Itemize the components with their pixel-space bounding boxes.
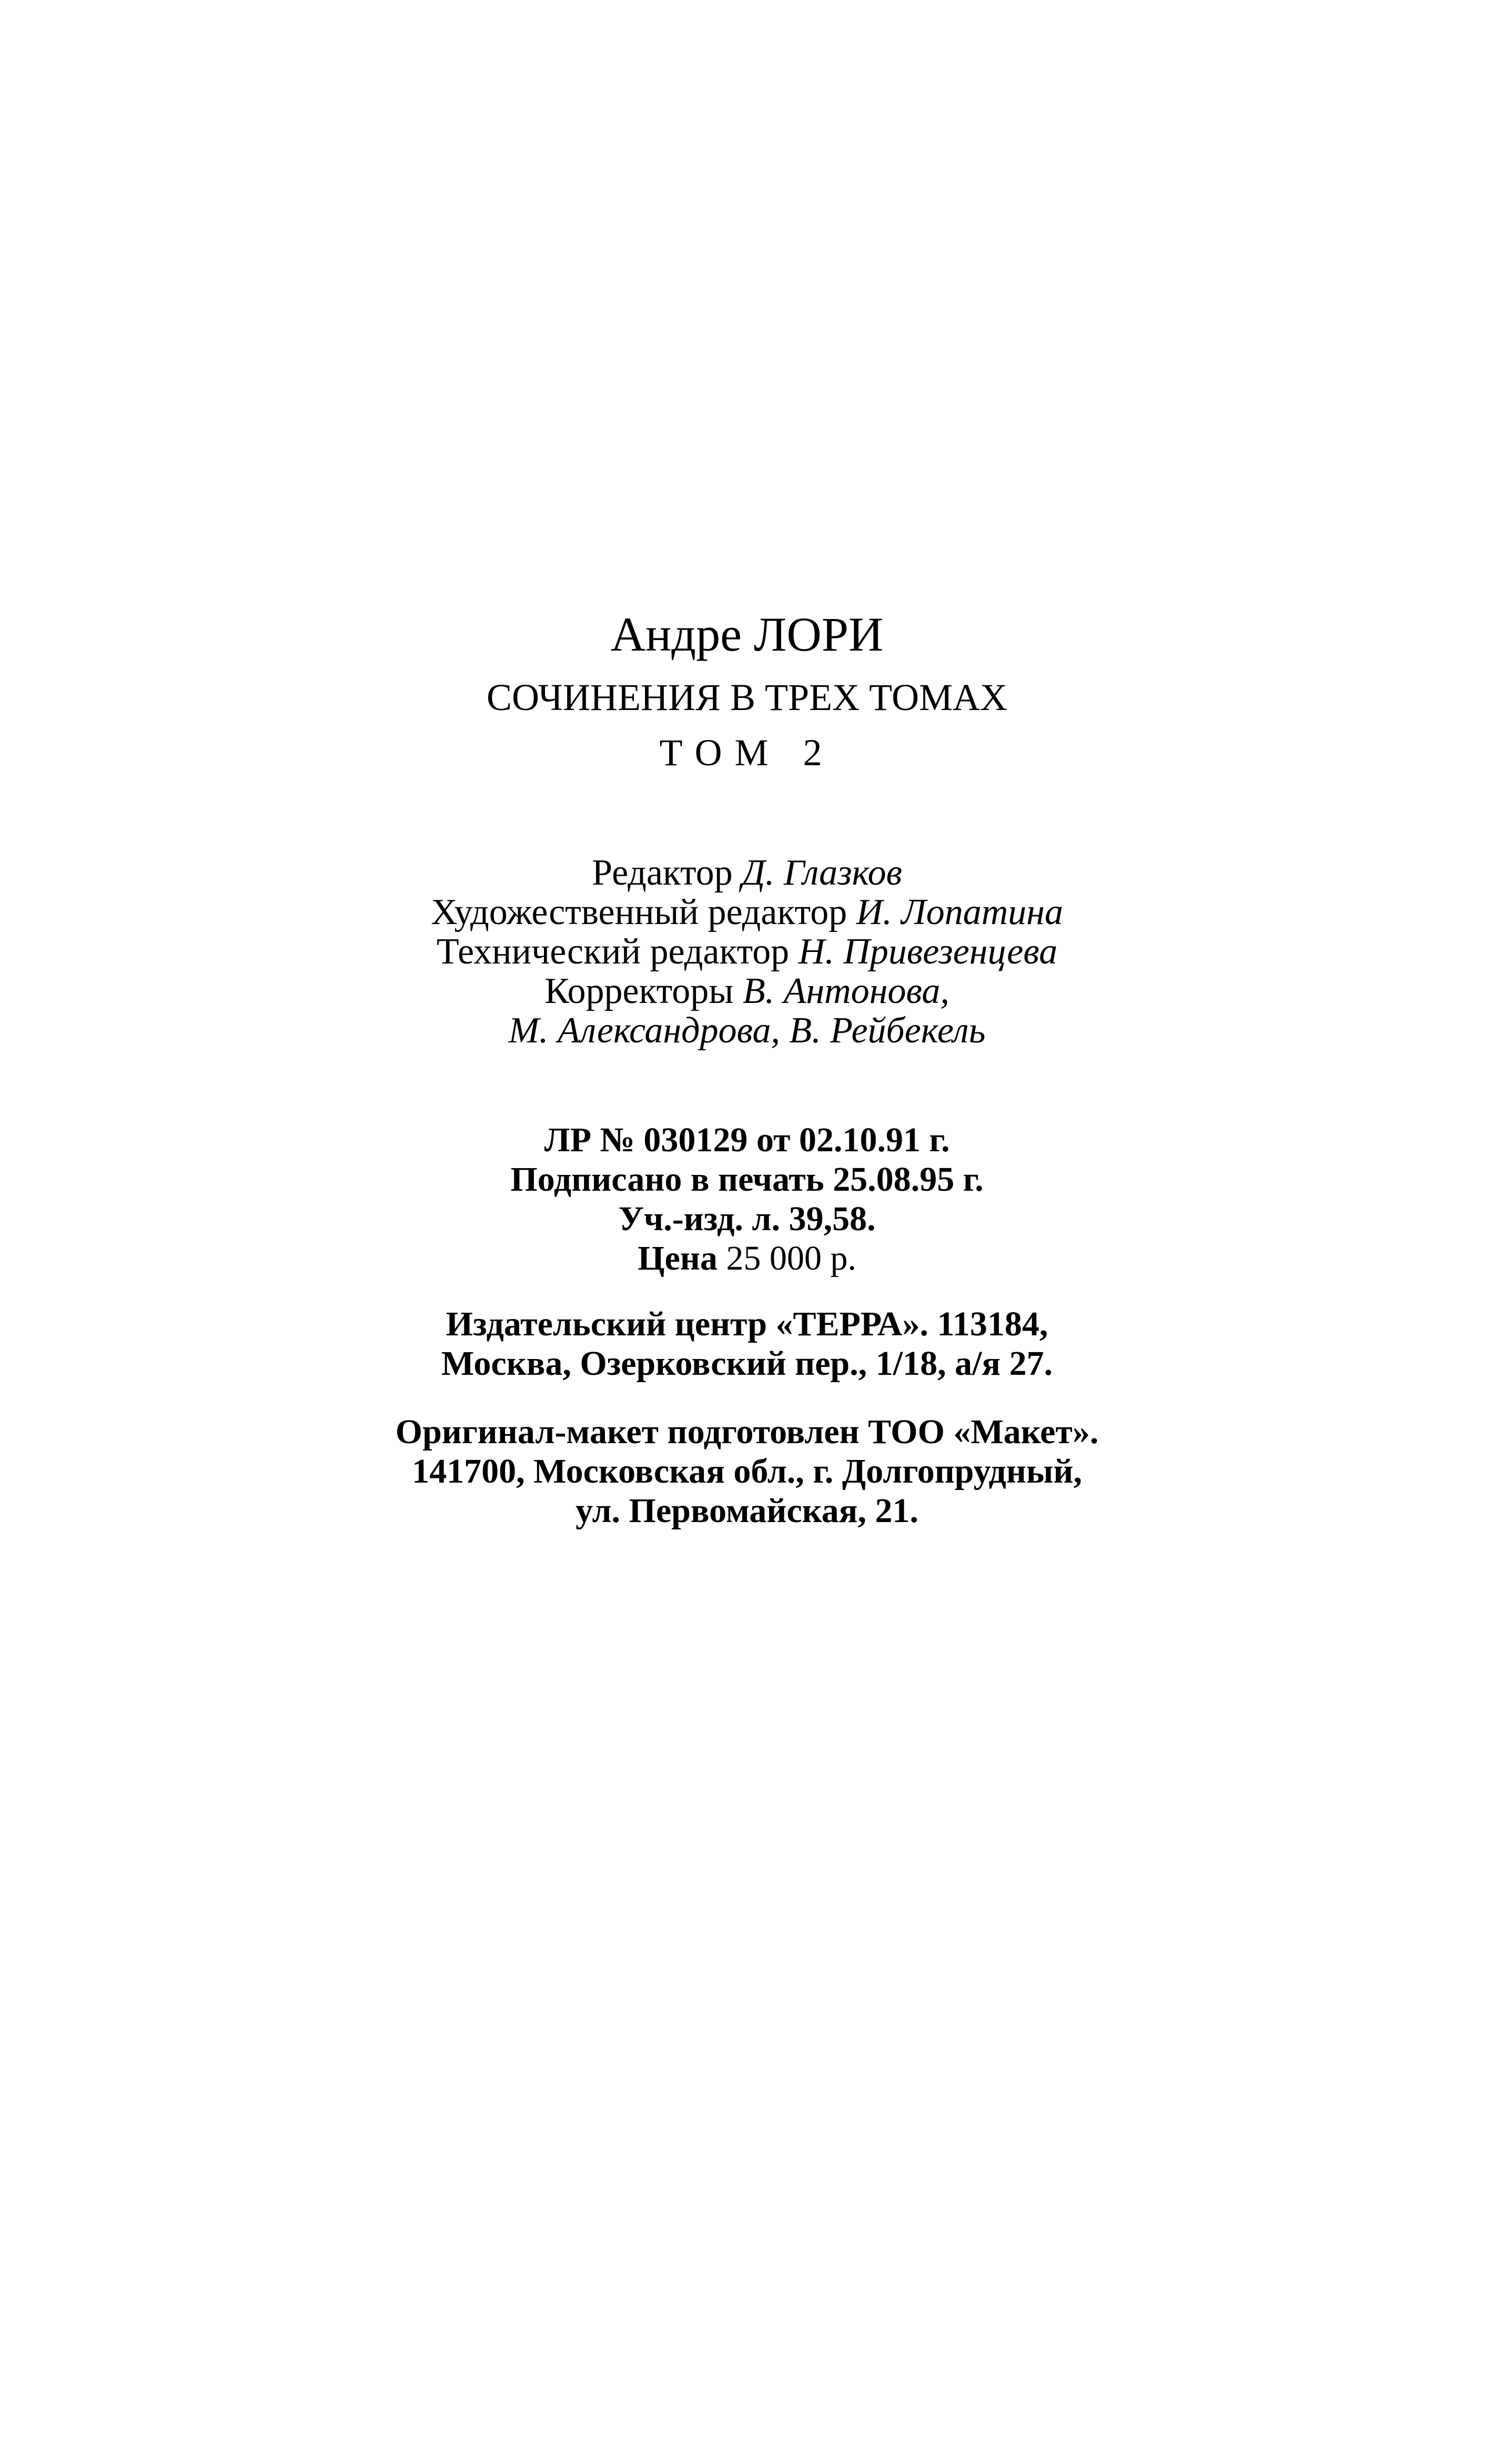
editor-line bbox=[0, 855, 1494, 891]
author-name: Андре ЛОРИ bbox=[610, 607, 884, 661]
layout-maker-line-2: 141700, Московская обл., г. Долгопрудный, bbox=[412, 1452, 1082, 1490]
publishing-sheets: Уч.-изд. л. 39,58. bbox=[618, 1200, 876, 1238]
tech-editor-line bbox=[0, 931, 1494, 972]
proofreaders-names-second: М. Александрова, В. Рейбекель bbox=[508, 1010, 986, 1051]
art-editor-role: Художественный редактор bbox=[431, 892, 856, 932]
series-title: СОЧИНЕНИЯ В ТРЕХ ТОМАХ bbox=[486, 676, 1008, 718]
volume-number: ТОМ 2 bbox=[659, 732, 835, 774]
price-line bbox=[0, 1241, 1494, 1276]
art-editor-line bbox=[0, 894, 1494, 931]
art-editor-name: И. Лопатина bbox=[856, 892, 1063, 932]
layout-maker-line-1: Оригинал-макет подготовлен ТОО «Макет». bbox=[395, 1413, 1099, 1451]
layout-maker-line-3: ул. Первомайская, 21. bbox=[576, 1492, 918, 1530]
proofreaders-role: Корректоры bbox=[544, 971, 743, 1011]
publisher-line-1: Издательский центр «ТЕРРА». 113184, bbox=[446, 1305, 1048, 1343]
proofreaders-line bbox=[0, 973, 1494, 1010]
tech-editor-name: Н. Привезенцева bbox=[798, 931, 1058, 972]
editor-role: Редактор bbox=[592, 853, 742, 893]
publisher-line-2: Москва, Озерковский пер., 1/18, а/я 27. bbox=[441, 1344, 1053, 1383]
price-value: 25 000 р. bbox=[726, 1239, 856, 1277]
license-number: ЛР № 030129 от 02.10.91 г. bbox=[544, 1121, 950, 1159]
proofreaders-names-first: В. Антонова, bbox=[742, 971, 950, 1011]
signed-for-print: Подписано в печать 25.08.95 г. bbox=[510, 1160, 984, 1199]
editor-name: Д. Глазков bbox=[742, 853, 902, 893]
tech-editor-role: Технический редактор bbox=[436, 931, 799, 972]
price-label: Цена bbox=[638, 1239, 726, 1277]
